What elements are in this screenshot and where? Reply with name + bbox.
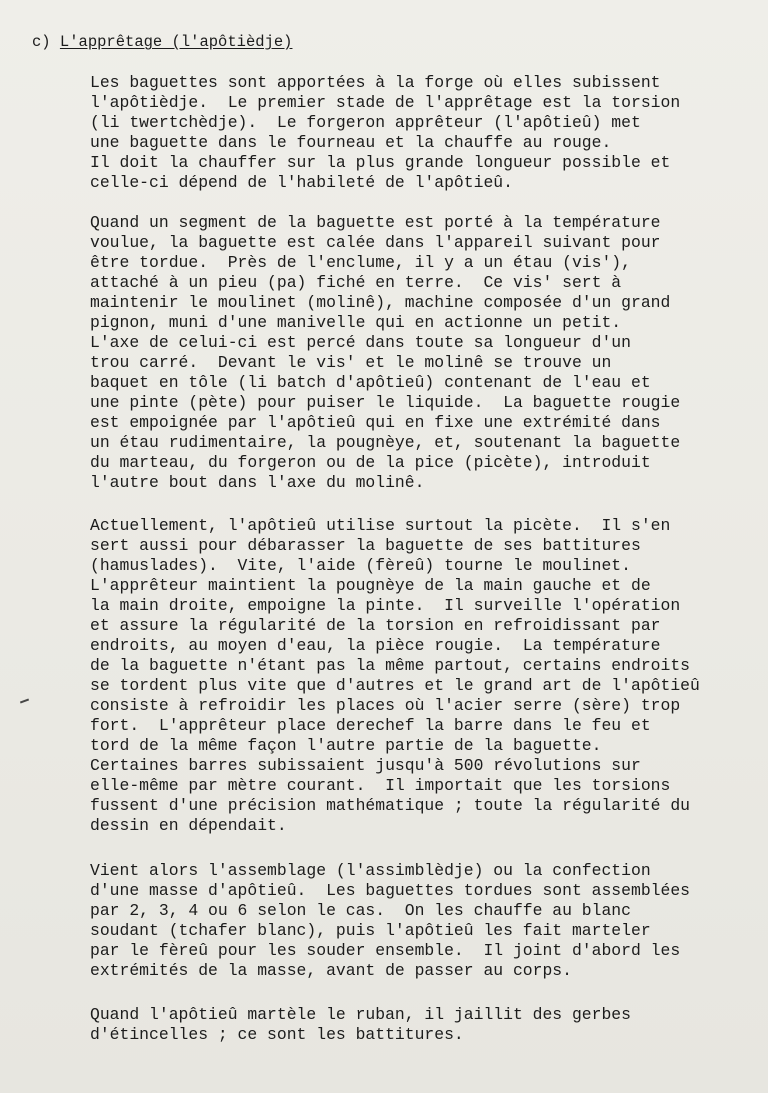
text-line: L'apprêteur maintient la pougnèye de la main gauche et de: [90, 576, 651, 595]
text-line: par le fèreû pour les souder ensemble. Il joint d'abord les: [90, 941, 681, 960]
text-line: du marteau, du forgeron ou de la pice (picète), introduit: [90, 453, 651, 472]
section-title: L'apprêtage (l'apôtièdje): [59, 33, 293, 51]
text-line: fussent d'une précision mathématique ; toute la régularité du: [90, 796, 690, 815]
text-line: (li twertchèdje). Le forgeron apprêteur (l'apôtieû) met: [90, 113, 641, 132]
text-line: celle-ci dépend de l'habileté de l'apôtieû.: [90, 173, 513, 192]
text-line: sert aussi pour débarasser la baguette de ses battitures: [90, 536, 641, 555]
text-line: consiste à refroidir les places où l'acier serre (sère) trop: [90, 696, 681, 715]
text-line: dessin en dépendait.: [90, 816, 287, 835]
text-line: Quand l'apôtieû martèle le ruban, il jaillit des gerbes: [90, 1005, 631, 1024]
text-line: attaché à un pieu (pa) fiché en terre. Ce vis' sert à: [90, 273, 622, 292]
text-line: maintenir le moulinet (molinê), machine composée d'un grand: [90, 293, 671, 312]
section-label: c): [32, 33, 51, 51]
text-line: elle-même par mètre courant. Il importait que les torsions: [90, 776, 671, 795]
text-line: Certaines barres subissaient jusqu'à 500 révolutions sur: [90, 756, 641, 775]
text-line: Les baguettes sont apportées à la forge où elles subissent: [90, 73, 661, 92]
text-line: l'apôtièdje. Le premier stade de l'apprêtage est la torsion: [90, 93, 681, 112]
text-line: baquet en tôle (li batch d'apôtieû) contenant de l'eau et: [90, 373, 651, 392]
text-line: est empoignée par l'apôtieû qui en fixe une extrémité dans: [90, 413, 661, 432]
text-line: une baguette dans le fourneau et la chauffe au rouge.: [90, 133, 612, 152]
text-line: tord de la même façon l'autre partie de la baguette.: [90, 736, 602, 755]
text-line: par 2, 3, 4 ou 6 selon le cas. On les chauffe au blanc: [90, 901, 631, 920]
text-line: Vient alors l'assemblage (l'assimblèdje) ou la confection: [90, 861, 651, 880]
section-heading: [32, 33, 292, 51]
text-line: (hamuslades). Vite, l'aide (fèreû) tourne le moulinet.: [90, 556, 631, 575]
margin-pen-mark: [20, 699, 29, 704]
text-line: d'une masse d'apôtieû. Les baguettes tordues sont assemblées: [90, 881, 690, 900]
text-line: trou carré. Devant le vis' et le molinê se trouve un: [90, 353, 612, 372]
text-line: soudant (tchafer blanc), puis l'apôtieû les fait marteler: [90, 921, 651, 940]
text-line: l'autre bout dans l'axe du molinê.: [90, 473, 425, 492]
text-line: fort. L'apprêteur place derechef la barre dans le feu et: [90, 716, 651, 735]
text-line: Actuellement, l'apôtieû utilise surtout la picète. Il s'en: [90, 516, 671, 535]
text-line: une pinte (pète) pour puiser le liquide. La baguette rougie: [90, 393, 681, 412]
text-line: L'axe de celui-ci est percé dans toute sa longueur d'un: [90, 333, 631, 352]
text-line: Quand un segment de la baguette est porté à la température: [90, 213, 661, 232]
text-line: Il doit la chauffer sur la plus grande longueur possible et: [90, 153, 671, 172]
text-line: pignon, muni d'une manivelle qui en actionne un petit.: [90, 313, 622, 332]
text-line: se tordent plus vite que d'autres et le grand art de l'apôtieû: [90, 676, 700, 695]
text-line: de la baguette n'étant pas la même partout, certains endroits: [90, 656, 690, 675]
text-line: un étau rudimentaire, la pougnèye, et, soutenant la baguette: [90, 433, 681, 452]
text-line: la main droite, empoigne la pinte. Il surveille l'opération: [90, 596, 681, 615]
text-line: endroits, au moyen d'eau, la pièce rougie. La température: [90, 636, 661, 655]
text-line: extrémités de la masse, avant de passer au corps.: [90, 961, 572, 980]
text-line: être tordue. Près de l'enclume, il y a un étau (vis'),: [90, 253, 631, 272]
text-line: d'étincelles ; ce sont les battitures.: [90, 1025, 464, 1044]
text-line: et assure la régularité de la torsion en refroidissant par: [90, 616, 661, 635]
text-line: voulue, la baguette est calée dans l'appareil suivant pour: [90, 233, 661, 252]
